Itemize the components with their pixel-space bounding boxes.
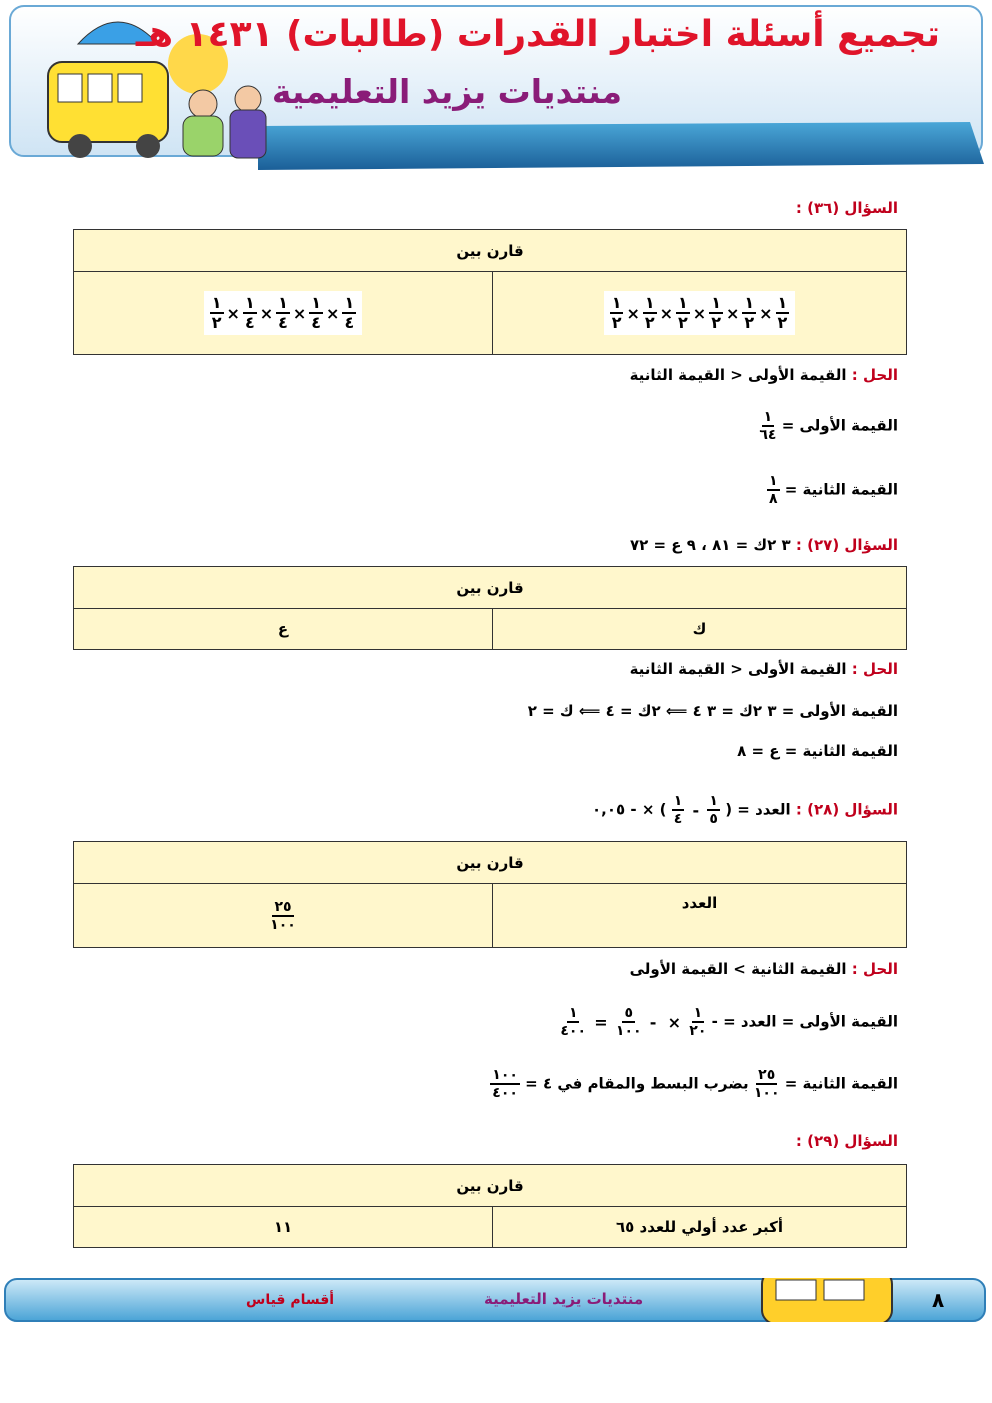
fraction: $\frac{١}{٤}$ xyxy=(344,293,355,332)
q29-left-cell: ١١ xyxy=(74,1207,493,1248)
q28-right-cell: العدد xyxy=(493,884,907,948)
q27-left-cell: ع xyxy=(74,609,493,650)
q27-first-line: القيمة الأولى = ٣ ٢ك = ٣ ٤ ⟸ ٢ك = ٤ ⟸ ك = ٢ xyxy=(527,702,898,720)
q36-label: السؤال (٣٦) : xyxy=(795,199,898,217)
fraction: $\frac{١}{٢}$ xyxy=(678,293,688,332)
header-subtitle: منتديات يزيد التعليمية xyxy=(271,72,622,111)
q36-second-value: القيمة الثانية = $\frac{١}{٨}$ xyxy=(768,473,898,507)
fraction: $\frac{٥}{١٠٠}$ xyxy=(615,1005,642,1039)
fraction: $\frac{١}{٤}$ xyxy=(311,293,322,332)
fraction: $\frac{١}{٤}$ xyxy=(673,793,683,827)
q28-second-value: القيمة الثانية = $\frac{٢٥}{١٠٠}$ بضرب البسط والمقام في ٤ = $\frac{١٠٠}{٤٠٠}$ xyxy=(492,1067,898,1101)
q29-label: السؤال (٢٩) : xyxy=(795,1132,898,1150)
q29-right-cell: أكبر عدد أولي للعدد ٦٥ xyxy=(493,1207,907,1248)
fraction: $\frac{١}{٤}$ xyxy=(244,293,255,332)
fraction: $\frac{١}{٤٠٠}$ xyxy=(560,1005,587,1039)
fraction: $\frac{١}{٢}$ xyxy=(711,293,721,332)
q27-compare-header: قارن بين xyxy=(74,567,907,609)
q29-table xyxy=(73,1164,907,1248)
fraction: $\frac{١}{٢}$ xyxy=(744,293,755,332)
fraction: $\frac{٢٥}{١٠٠}$ xyxy=(270,898,296,933)
fraction: $\frac{١}{٢٠}$ xyxy=(689,1005,707,1039)
q27-second-line: القيمة الثانية = ع = ٨ xyxy=(737,742,898,760)
fraction: $\frac{١}{٨}$ xyxy=(768,473,778,507)
fraction: $\frac{١}{٢}$ xyxy=(777,293,788,332)
q27-header-line: السؤال (٢٧) : ٣ ٢ك = ٨١ ، ٩ ع = ٧٢ xyxy=(629,536,898,554)
fraction: $\frac{١}{٦٤}$ xyxy=(759,409,777,443)
fraction: $\frac{١}{٤}$ xyxy=(278,293,288,332)
q36-right-product: $\frac{١}{٢}$ × $\frac{١}{٢}$ × $\frac{١}{٢}$ × $\frac{١}{٢}$ × $\frac{١}{٢}$ × $\frac{١}{٢}$ xyxy=(604,291,796,335)
q28-header-line: السؤال (٢٨) : العدد = ( $\frac{١}{٥}$ - $\frac{١}{٤}$ ) × - ٠,٠٥ xyxy=(592,793,898,827)
q28-compare-header: قارن بين xyxy=(74,842,907,884)
fraction: $\frac{١}{٢}$ xyxy=(211,293,222,332)
q36-first-value: القيمة الأولى = $\frac{١}{٦٤}$ xyxy=(759,409,898,443)
q36-left-product: $\frac{١}{٢}$ × $\frac{١}{٤}$ × $\frac{١}{٤}$ × $\frac{١}{٤}$ × $\frac{١}{٤}$ xyxy=(204,291,362,335)
fraction: $\frac{١}{٢}$ xyxy=(644,293,655,332)
q28-first-value: القيمة الأولى = العدد = - $\frac{١}{٢٠}$ × - $\frac{٥}{١٠٠}$ = $\frac{١}{٤٠٠}$ xyxy=(560,1005,898,1039)
q28-solution: الحل : القيمة الثانية > القيمة الأولى xyxy=(629,960,898,978)
footer-brand: منتديات يزيد التعليمية xyxy=(484,1290,644,1308)
q27-solution: الحل : القيمة الأولى < القيمة الثانية xyxy=(629,660,898,678)
fraction: $\frac{١}{٢}$ xyxy=(611,293,622,332)
fraction: $\frac{٢٥}{١٠٠}$ xyxy=(753,1067,780,1101)
page-number: ٨ xyxy=(932,1288,945,1312)
q36-compare-header: قارن بين xyxy=(74,230,907,272)
q36-right-cell xyxy=(493,272,907,355)
q28-left-cell xyxy=(74,884,493,948)
q36-left-cell xyxy=(74,272,493,355)
q36-solution: الحل : القيمة الأولى < القيمة الثانية xyxy=(629,366,898,384)
footer-section: أقسام قياس xyxy=(246,1292,335,1308)
header-title: تجميع أسئلة اختبار القدرات (طالبات) ١٤٣١ هـ xyxy=(135,14,940,55)
q28-table xyxy=(73,841,907,948)
q36-table xyxy=(73,229,907,355)
q27-table xyxy=(73,566,907,650)
fraction: $\frac{١}{٥}$ xyxy=(709,793,718,827)
q29-compare-header: قارن بين xyxy=(74,1165,907,1207)
q27-right-cell: ك xyxy=(493,609,907,650)
fraction: $\frac{١٠٠}{٤٠٠}$ xyxy=(492,1067,518,1101)
